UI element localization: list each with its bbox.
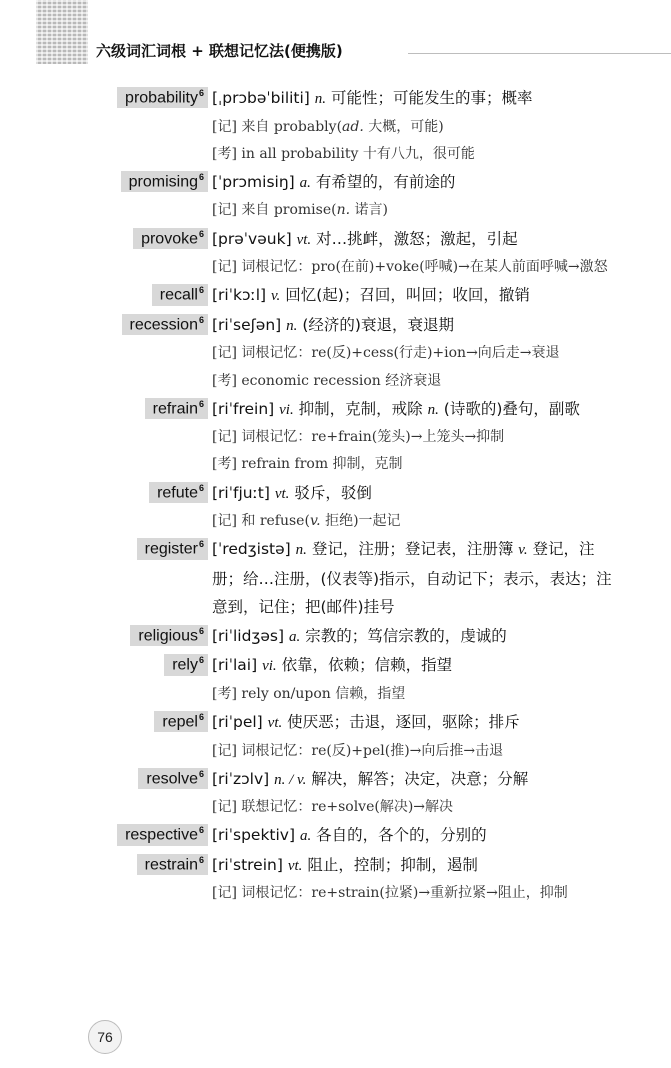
level-mark: 6 (198, 314, 204, 325)
entry-respective (0, 821, 671, 851)
phonetic: [riˈlai] (212, 656, 258, 675)
definition: 抑制，克制，戒除 (298, 399, 423, 418)
headword: promising$^6$ (121, 171, 208, 192)
part-of-speech-2: v. (518, 542, 528, 559)
headword: recall$^6$ (152, 284, 208, 305)
headword: refute$^6$ (149, 482, 208, 503)
page-header (0, 0, 671, 80)
headword: provoke$^6$ (133, 228, 208, 249)
part-of-speech: vi. (279, 401, 294, 418)
definition-line (212, 765, 616, 795)
definition: 使厌恶；击退，逐回，驱除；排斥 (287, 713, 520, 732)
memory-note: [记] 词根记忆：pro(在前)+voke(呼喊)→在某人前面呼喊→激怒 (212, 259, 608, 276)
definition-line (212, 168, 616, 198)
part-of-speech: a. (299, 828, 312, 845)
entry-rely (0, 651, 671, 708)
headword: restrain$^6$ (137, 854, 208, 875)
memory-note: [记] 词根记忆：re+strain(拉紧)→重新拉紧→阻止，抑制 (212, 885, 568, 902)
headword: repel$^6$ (154, 711, 208, 732)
definition-line (212, 225, 616, 255)
part-of-speech: n. (286, 317, 298, 334)
definition: 解决，解答；决定，决意；分解 (311, 769, 529, 788)
entry-refute (0, 479, 671, 536)
level-mark: 6 (198, 398, 204, 409)
definition: 可能性；可能发生的事；概率 (330, 89, 533, 107)
header-rule (408, 53, 671, 54)
phonetic: [ˈredʒistə] (212, 540, 291, 559)
usage-note: [考] in all probability 十有八九，很可能 (212, 145, 475, 162)
part-of-speech: vi. (262, 658, 277, 675)
part-of-speech: v. (271, 288, 281, 305)
level-mark: 6 (198, 482, 204, 493)
headword: refrain$^6$ (145, 398, 208, 419)
phonetic: [riˈspektiv] (212, 826, 296, 845)
entry-religious (0, 622, 671, 652)
phonetic: [ˌprɔbəˈbiliti] (212, 89, 310, 107)
definition: 对…挑衅，激怒；激起，引起 (316, 229, 518, 248)
usage-note: [考] refrain from 抑制，克制 (212, 456, 403, 473)
definition-line (212, 395, 616, 425)
memory-note: [记] 来自 promise(n. 诺言) (212, 202, 388, 219)
definition: 各自的，各个的，分别的 (316, 826, 487, 845)
part-of-speech: n. (295, 542, 307, 559)
entry-restrain (0, 851, 671, 908)
definition-line (212, 851, 616, 881)
memory-note: [记] 来自 probably(ad. 大概，可能) (212, 118, 444, 135)
usage-note: [考] rely on/upon 信赖，指望 (212, 685, 406, 702)
entry-recall (0, 281, 671, 311)
definition-line (212, 622, 616, 652)
entry-provoke (0, 225, 671, 282)
phonetic: [riˈfjuːt] (212, 483, 270, 502)
entry-promising (0, 168, 671, 225)
dictionary-entries (0, 84, 671, 908)
memory-note: [记] 词根记忆：re(反)+pel(推)→向后推→击退 (212, 742, 504, 759)
part-of-speech: a. (299, 174, 311, 191)
definition: 回忆(起)；召回，叫回；收回，撤销 (285, 286, 530, 305)
phonetic: [riˈstrein] (212, 855, 283, 874)
definition: 依靠，依赖；信赖，指望 (281, 656, 453, 675)
definition-line (212, 311, 616, 341)
definition: 有希望的，有前途的 (315, 172, 456, 191)
phonetic: [prəˈvəuk] (212, 229, 292, 248)
definition: 驳斥，驳倒 (294, 483, 372, 502)
level-mark: 6 (198, 625, 204, 636)
level-mark: 6 (198, 88, 204, 98)
phonetic: [riˈfrein] (212, 399, 275, 418)
part-of-speech: vt. (287, 857, 303, 874)
part-of-speech: vt. (274, 485, 290, 502)
level-mark: 6 (198, 712, 204, 723)
memory-note: [记] 联想记忆：re+solve(解决)→解决 (212, 799, 454, 816)
definition: 阻止，控制；抑制，遏制 (307, 855, 478, 874)
level-mark: 6 (198, 228, 204, 239)
part-of-speech: n. / v. (274, 771, 307, 788)
memory-note: [记] 词根记忆：re(反)+cess(行走)+ion→向后走→衰退 (212, 345, 560, 362)
part-of-speech: n. (314, 91, 327, 107)
entry-refrain (0, 395, 671, 479)
phonetic: [riˈpel] (212, 713, 263, 732)
page-number: 76 (88, 1020, 122, 1054)
definition: (经济的)衰退，衰退期 (302, 315, 454, 334)
definition-line (212, 535, 616, 622)
level-mark: 6 (198, 768, 204, 779)
entry-repel (0, 708, 671, 765)
level-mark: 6 (198, 171, 204, 182)
level-mark: 6 (198, 825, 204, 836)
headword: respective$^6$ (117, 824, 208, 845)
definition-line (212, 281, 616, 311)
level-mark: 6 (198, 539, 204, 550)
part-of-speech: vt. (296, 231, 312, 248)
usage-note: [考] economic recession 经济衰退 (212, 372, 442, 389)
headword: register$^6$ (137, 538, 208, 559)
phonetic: [riˈseʃən] (212, 315, 282, 334)
entry-resolve (0, 765, 671, 822)
definition-line (212, 84, 616, 114)
definition: 登记，注册；登记表，注册簿 (311, 540, 514, 559)
headword: religious$^6$ (130, 625, 208, 646)
definition-line (212, 479, 616, 509)
definition-2: (诗歌的)叠句，副歌 (443, 399, 580, 418)
entry-recession (0, 311, 671, 395)
definition-line (212, 651, 616, 681)
level-mark: 6 (198, 655, 204, 666)
definition: 宗教的；笃信宗教的，虔诚的 (305, 626, 507, 645)
entry-probability (0, 84, 671, 168)
memory-note: [记] 词根记忆：re+frain(笼头)→上笼头→抑制 (212, 429, 505, 446)
headword: rely$^6$ (164, 654, 208, 675)
part-of-speech: vt. (267, 715, 283, 732)
level-mark: 6 (198, 854, 204, 865)
phonetic: [riˈlidʒəs] (212, 626, 285, 645)
part-of-speech: a. (289, 628, 301, 645)
book-title: 六级词汇词根 + 联想记忆法(便携版) (96, 42, 343, 60)
part-of-speech-2: n. (427, 401, 439, 418)
headword: resolve$^6$ (138, 768, 208, 789)
phonetic: [riˈkɔːl] (212, 286, 267, 305)
phonetic: [riˈzɔlv] (212, 769, 270, 788)
definition-line (212, 821, 616, 851)
headword: recession$^6$ (122, 314, 209, 335)
decorative-pattern (36, 0, 88, 64)
phonetic: [ˈprɔmisiŋ] (212, 172, 295, 191)
memory-note: [记] 和 refuse(v. 拒绝)一起记 (212, 513, 401, 530)
level-mark: 6 (198, 285, 204, 296)
definition-2: 登记，注册；给…注册，(仪表等)指示，自动记下；表示，表达；注意到，记住；把(邮件)挂号 (212, 540, 612, 617)
headword: probability$^6$ (117, 87, 208, 108)
definition-line (212, 708, 616, 738)
entry-register (0, 535, 671, 622)
